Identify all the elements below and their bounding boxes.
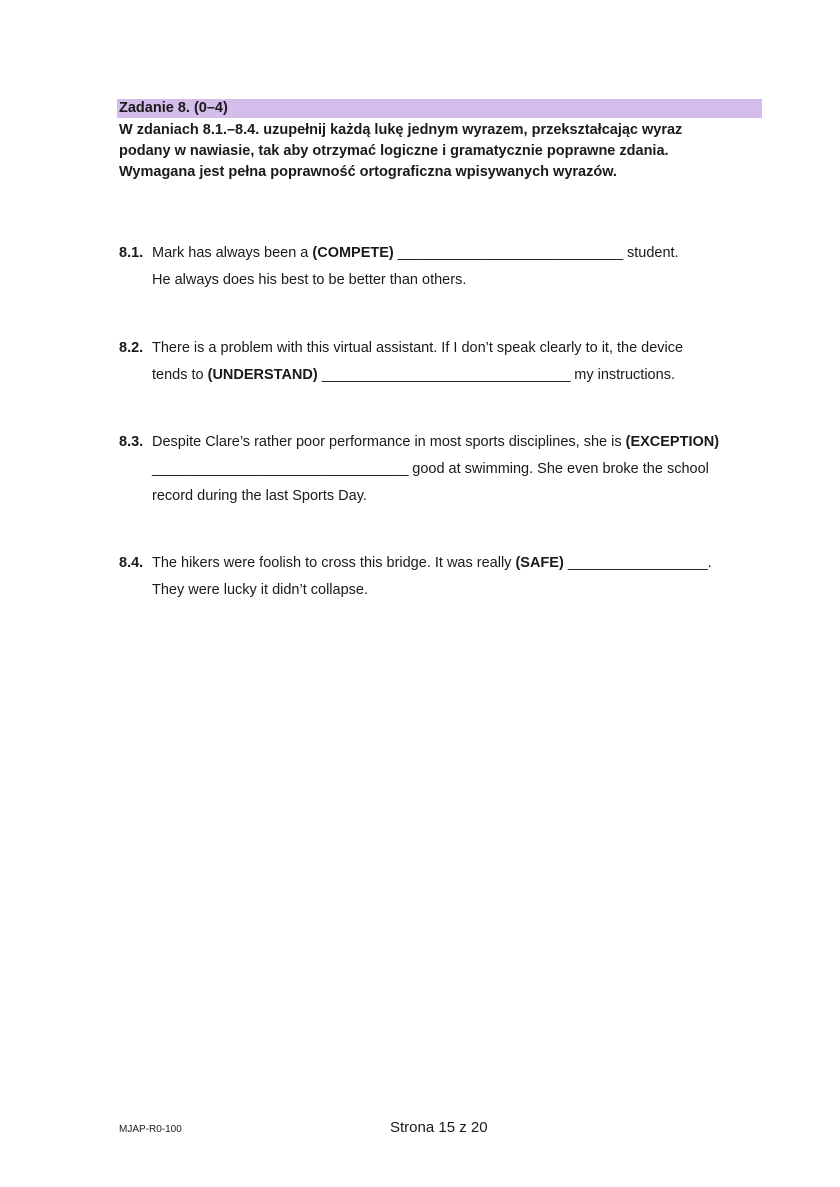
item-text: The hikers were foolish to cross this bridge. It was really <box>152 555 516 571</box>
item-number: 8.1. <box>119 245 144 261</box>
item-text: good at swimming. She even broke the school <box>408 461 709 477</box>
item-number: 8.2. <box>119 340 144 356</box>
answer-blank[interactable]: __________________ <box>567 555 708 571</box>
answer-blank[interactable]: ________________________________ <box>321 367 571 383</box>
item-number: 8.3. <box>119 434 144 450</box>
exercise-item-8-3 <box>119 429 769 510</box>
exercise-item-8-2 <box>119 335 769 389</box>
item-text: . <box>707 555 712 571</box>
item-text: Mark has always been a <box>152 245 313 261</box>
item-text: There is a problem with this virtual assistant. If I don’t speak clearly to it, the device <box>152 340 684 356</box>
keyword: (EXCEPTION) <box>625 434 720 450</box>
item-text: They were lucky it didn’t collapse. <box>152 582 368 598</box>
exam-code: MJAP-R0-100 <box>119 1124 182 1135</box>
item-text: tends to <box>152 367 208 383</box>
instruction-line: W zdaniach 8.1.–8.4. uzupełnij każdą lukę jednym wyrazem, przekształcając wyraz <box>119 122 683 138</box>
item-text: record during the last Sports Day. <box>152 488 367 504</box>
page-number: Strona 15 z 20 <box>390 1119 488 1136</box>
instruction-line: Wymagana jest pełna poprawność ortograficzna wpisywanych wyrazów. <box>119 164 617 180</box>
keyword: (COMPETE) <box>312 245 394 261</box>
item-text: Despite Clare’s rather poor performance in most sports disciplines, she is <box>152 434 626 450</box>
answer-blank[interactable]: _________________________________ <box>152 461 409 477</box>
item-text: student. <box>622 245 679 261</box>
item-number: 8.4. <box>119 555 144 571</box>
item-text: He always does his best to be better than others. <box>152 272 467 288</box>
answer-blank[interactable]: _____________________________ <box>397 245 623 261</box>
item-text: my instructions. <box>570 367 675 383</box>
instruction-line: podany w nawiasie, tak aby otrzymać logiczne i gramatycznie poprawne zdania. <box>119 143 669 159</box>
keyword: (UNDERSTAND) <box>207 367 318 383</box>
task-title: Zadanie 8. (0–4) <box>117 99 762 118</box>
task-instructions <box>119 120 764 183</box>
exercise-item-8-4 <box>119 550 769 604</box>
keyword: (SAFE) <box>515 555 564 571</box>
exercise-item-8-1 <box>119 240 769 294</box>
